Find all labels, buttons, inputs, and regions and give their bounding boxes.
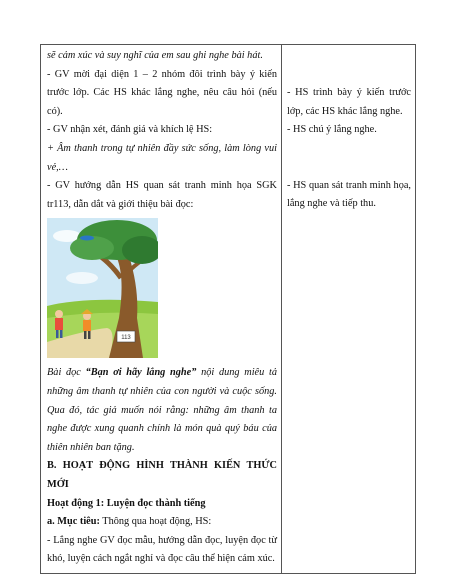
objective-text: Thông qua hoạt động, HS: [99,516,212,528]
nature-sound-quote: + Âm thanh trong tự nhiên đầy sức sống, làm lòng vui vẻ,… [47,142,277,173]
section-b-heading: B. HOẠT ĐỘNG HÌNH THÀNH KIẾN THỨC MỚI [47,460,277,490]
lesson-plan-table [40,44,416,574]
teacher-activity-cell [41,45,282,574]
intro-prefix: Bài đọc [47,367,86,379]
activity-1-heading: Hoạt động 1: Luyện đọc thành tiếng [47,497,206,509]
present-opinion-line: - HS trình bày ý kiến trước lớp, các HS khác lắng nghe. [287,87,411,117]
guide-observe-line: - GV hướng dẫn HS quan sát tranh minh họa SGK tr113, dẫn dắt và giới thiệu bài đọc: [47,180,277,210]
objective-item: - Lắng nghe GV đọc mẫu, hướng dẫn đọc, luyện đọc từ khó, luyện cách ngắt nghỉ và đọc câu thể hiện cảm xúc. [47,534,277,565]
observe-line: - HS quan sát tranh minh họa, lắng nghe và tiếp thu. [287,179,411,210]
emotion-line: sẽ cảm xúc và suy nghĩ của em sau ghi nghe bài hát. [47,50,263,61]
invite-groups-line: - GV mời đại diện 1 – 2 nhóm đôi trình bày ý kiến trước lớp. Các HS khác lắng nghe, nêu câu hỏi (nếu có). [47,68,277,117]
intro-rest: nội dung miêu tả những âm thanh tự nhiên của con người và cuộc sống. Qua đó, tác giả muốn nói rằng: những âm thanh ta nghe được xung quanh chính là món quà quý báu của thiên nhiên ban tặng. [47,367,277,453]
listen-line: - HS chú ý lắng nghe. [287,124,377,136]
objective-line [47,513,277,532]
reading-intro-paragraph [47,364,277,457]
spacer [287,47,411,84]
page-tag-label: 113 [121,335,131,342]
student-activity-cell [282,45,416,574]
spacer [287,140,411,177]
reading-title: “Bạn ơi hãy lắng nghe” [85,367,197,379]
textbook-illustration [47,218,158,358]
table-row [41,45,416,574]
evaluate-line: - GV nhận xét, đánh giá và khích lệ HS: [47,124,213,136]
objective-label: a. Mục tiêu: [47,516,100,528]
